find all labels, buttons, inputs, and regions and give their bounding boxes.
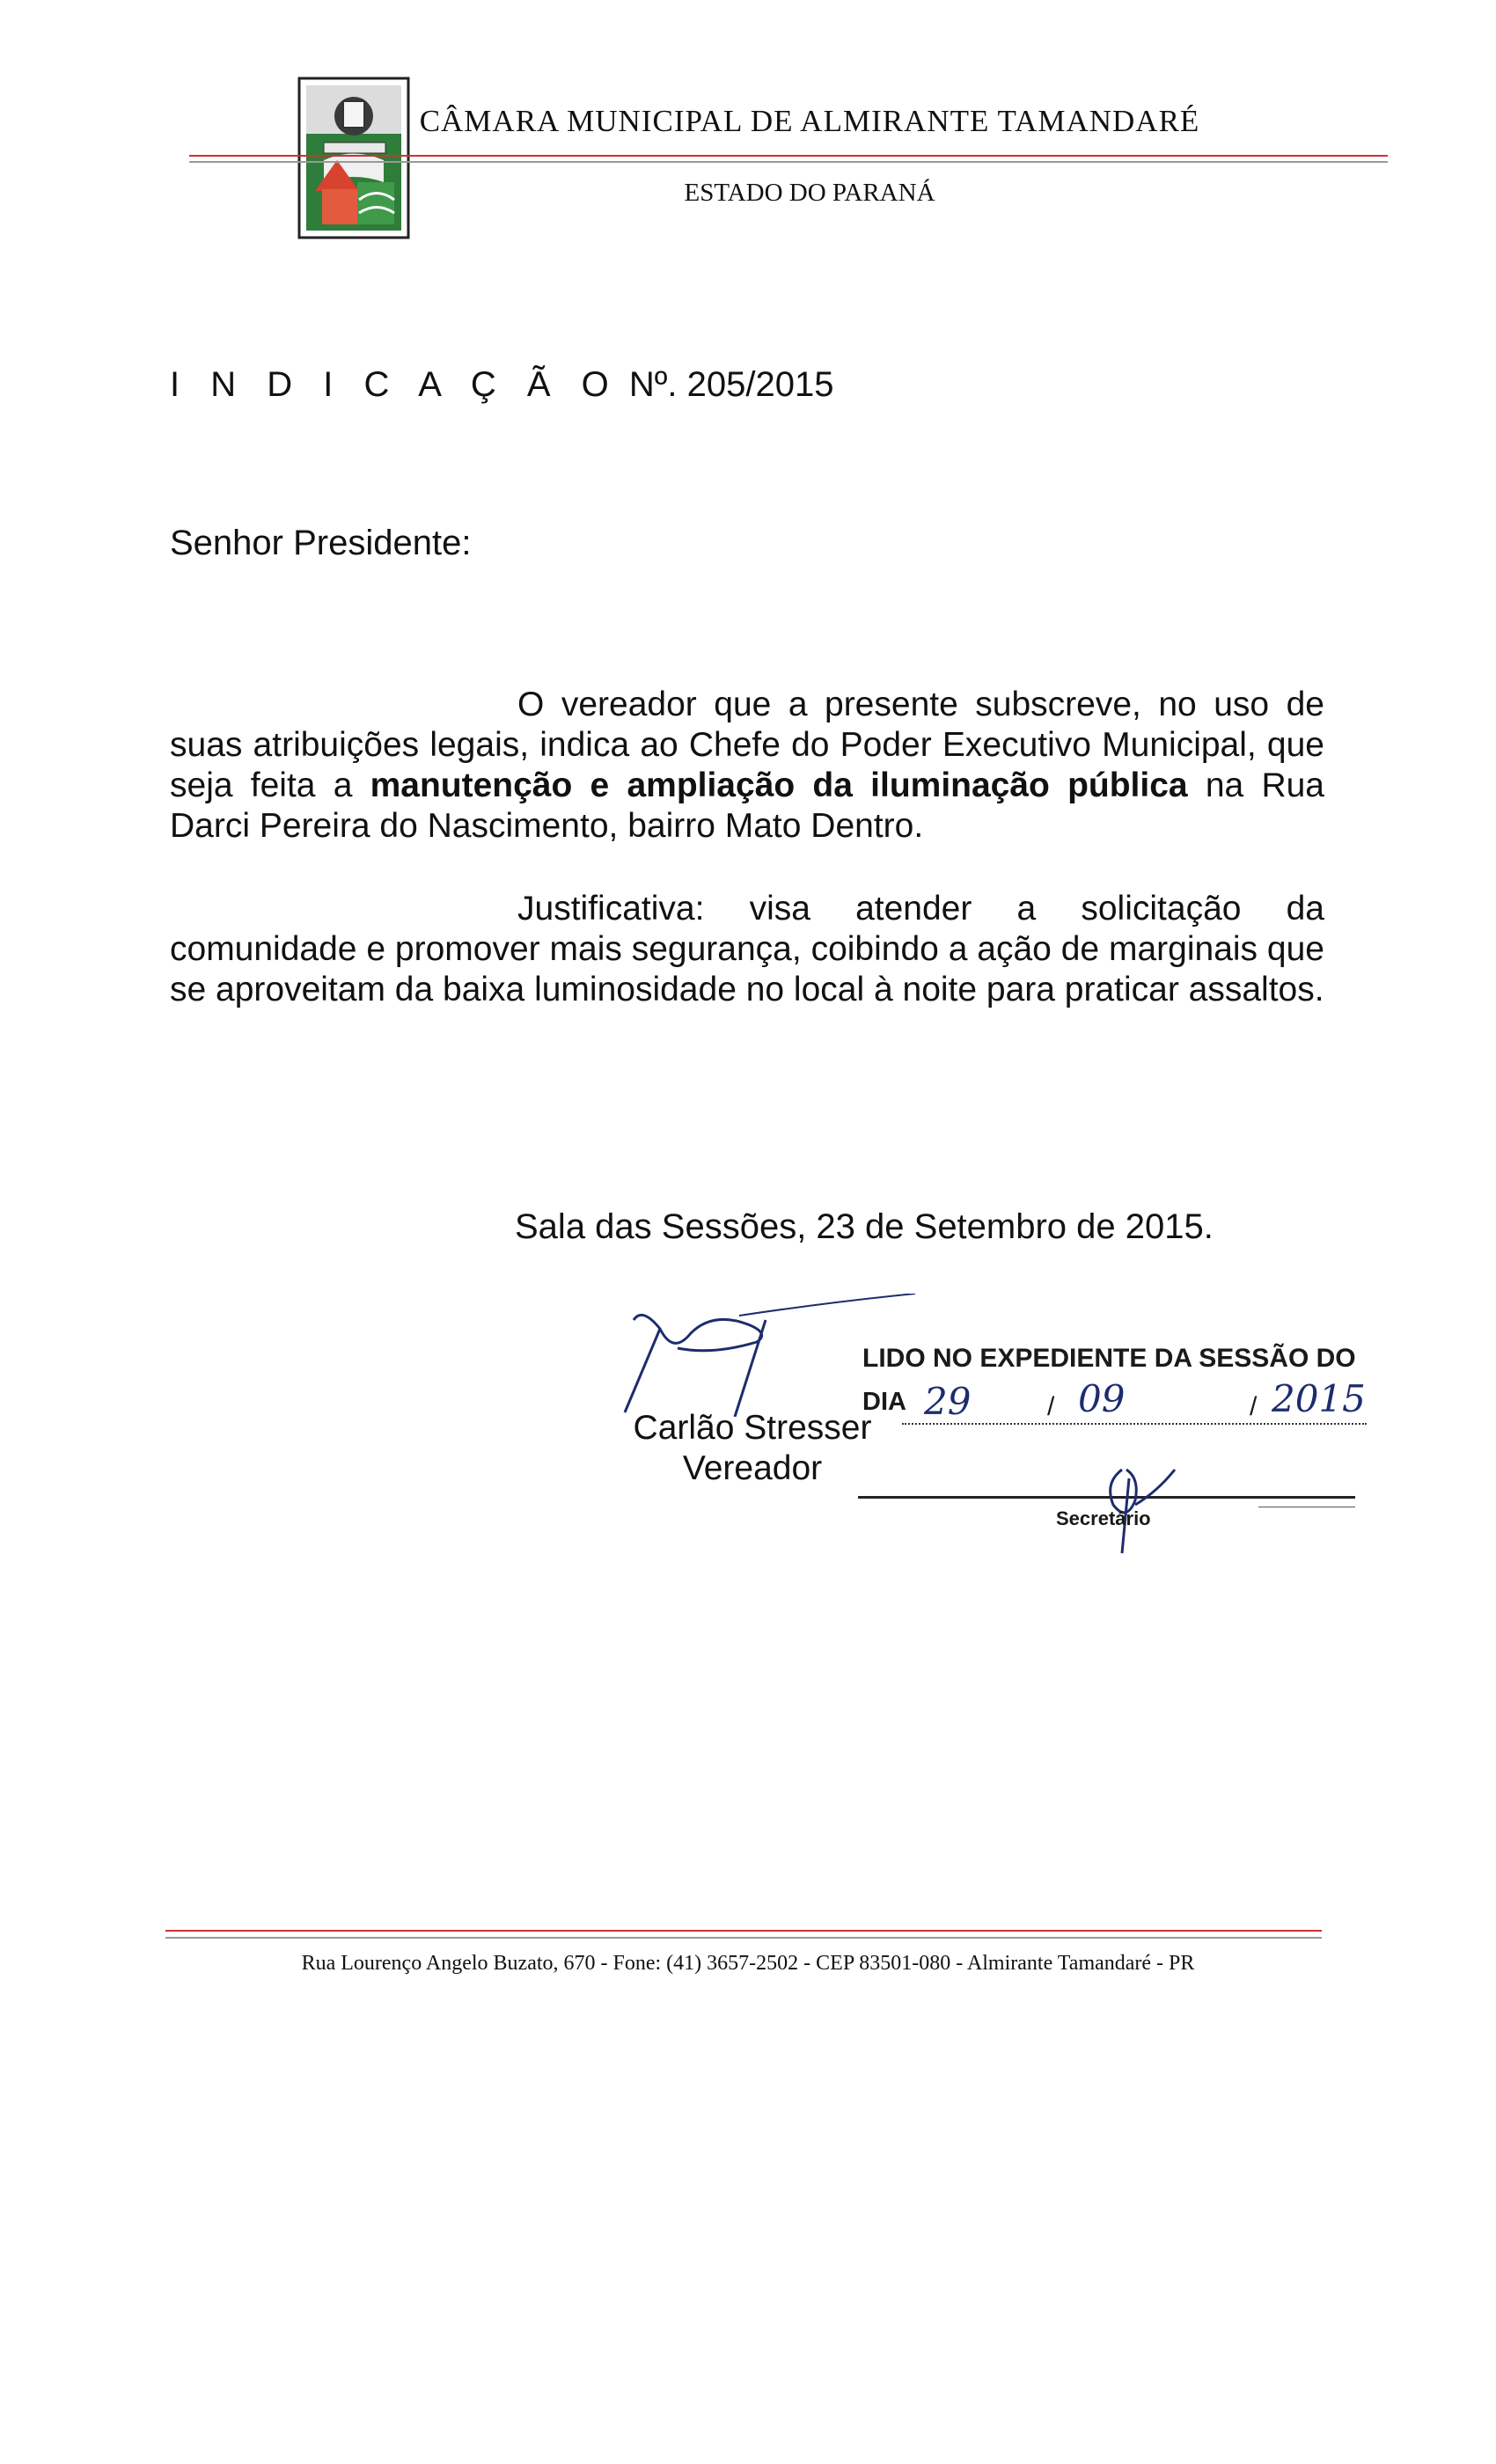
stamp-day: 29 [924,1380,972,1423]
footer-address: Rua Lourenço Angelo Buzato, 670 - Fone: (41) 3657-2502 - CEP 83501-080 - Almirante Tamandaré - PR [301,1952,1195,1975]
stamp-dia-label: DIA [862,1388,906,1416]
header-rule-red [189,155,1388,157]
secretary-signature-icon [1087,1452,1184,1558]
stamp-date-rule [902,1423,1367,1425]
stamp-secretary-label: Secretário [1056,1507,1151,1529]
paragraph-justification: Justificativa: visa atender a solicitação da comunidade e promover mais segurança, coibindo a ação de marginais que se aproveitam da baixa luminosidade no local à noite para praticar assaltos. [170,890,1324,1008]
paragraph1-text-post: na Rua Darci Pereira do Nascimento, bairro Mato Dentro. [170,766,1324,845]
document-number: Nº. 205/2015 [628,365,834,404]
session-date: Sala das Sessões, 23 de Setembro de 2015. [515,1207,1214,1246]
paragraph1-text-pre: O vereador que a presente subscreve, no uso de suas atribuições legais, indica ao Chefe do Poder Executivo Municipal, que seja feita a [170,686,1324,804]
signer-block [616,1408,889,1489]
stamp-slash: / [1250,1392,1258,1421]
signer-role: Vereador [682,1449,823,1487]
state-name: ESTADO DO PARANÁ [684,179,935,207]
signer-name: Carlão Stresser [633,1409,872,1447]
header-rule-gray [189,161,1388,163]
document-type-label: I N D I C A Ç Ã O [170,365,620,404]
institution-name: CÂMARA MUNICIPAL DE ALMIRANTE TAMANDARÉ [419,104,1200,138]
footer-rule-red [165,1930,1322,1932]
stamp-month: 09 [1078,1377,1126,1420]
greeting: Senhor Presidente: [170,524,472,562]
footer-rule-gray [165,1937,1322,1939]
document-id [170,365,833,405]
stamp-year: 2015 [1272,1377,1366,1420]
stamp-title: LIDO NO EXPEDIENTE DA SESSÃO DO [862,1344,1356,1373]
paragraph1-text-bold: manutenção e ampliação da iluminação pública [370,766,1188,804]
stamp-slash: / [1047,1392,1055,1421]
municipal-coat-of-arms-icon [297,77,410,239]
paragraph-indication [170,685,1324,847]
